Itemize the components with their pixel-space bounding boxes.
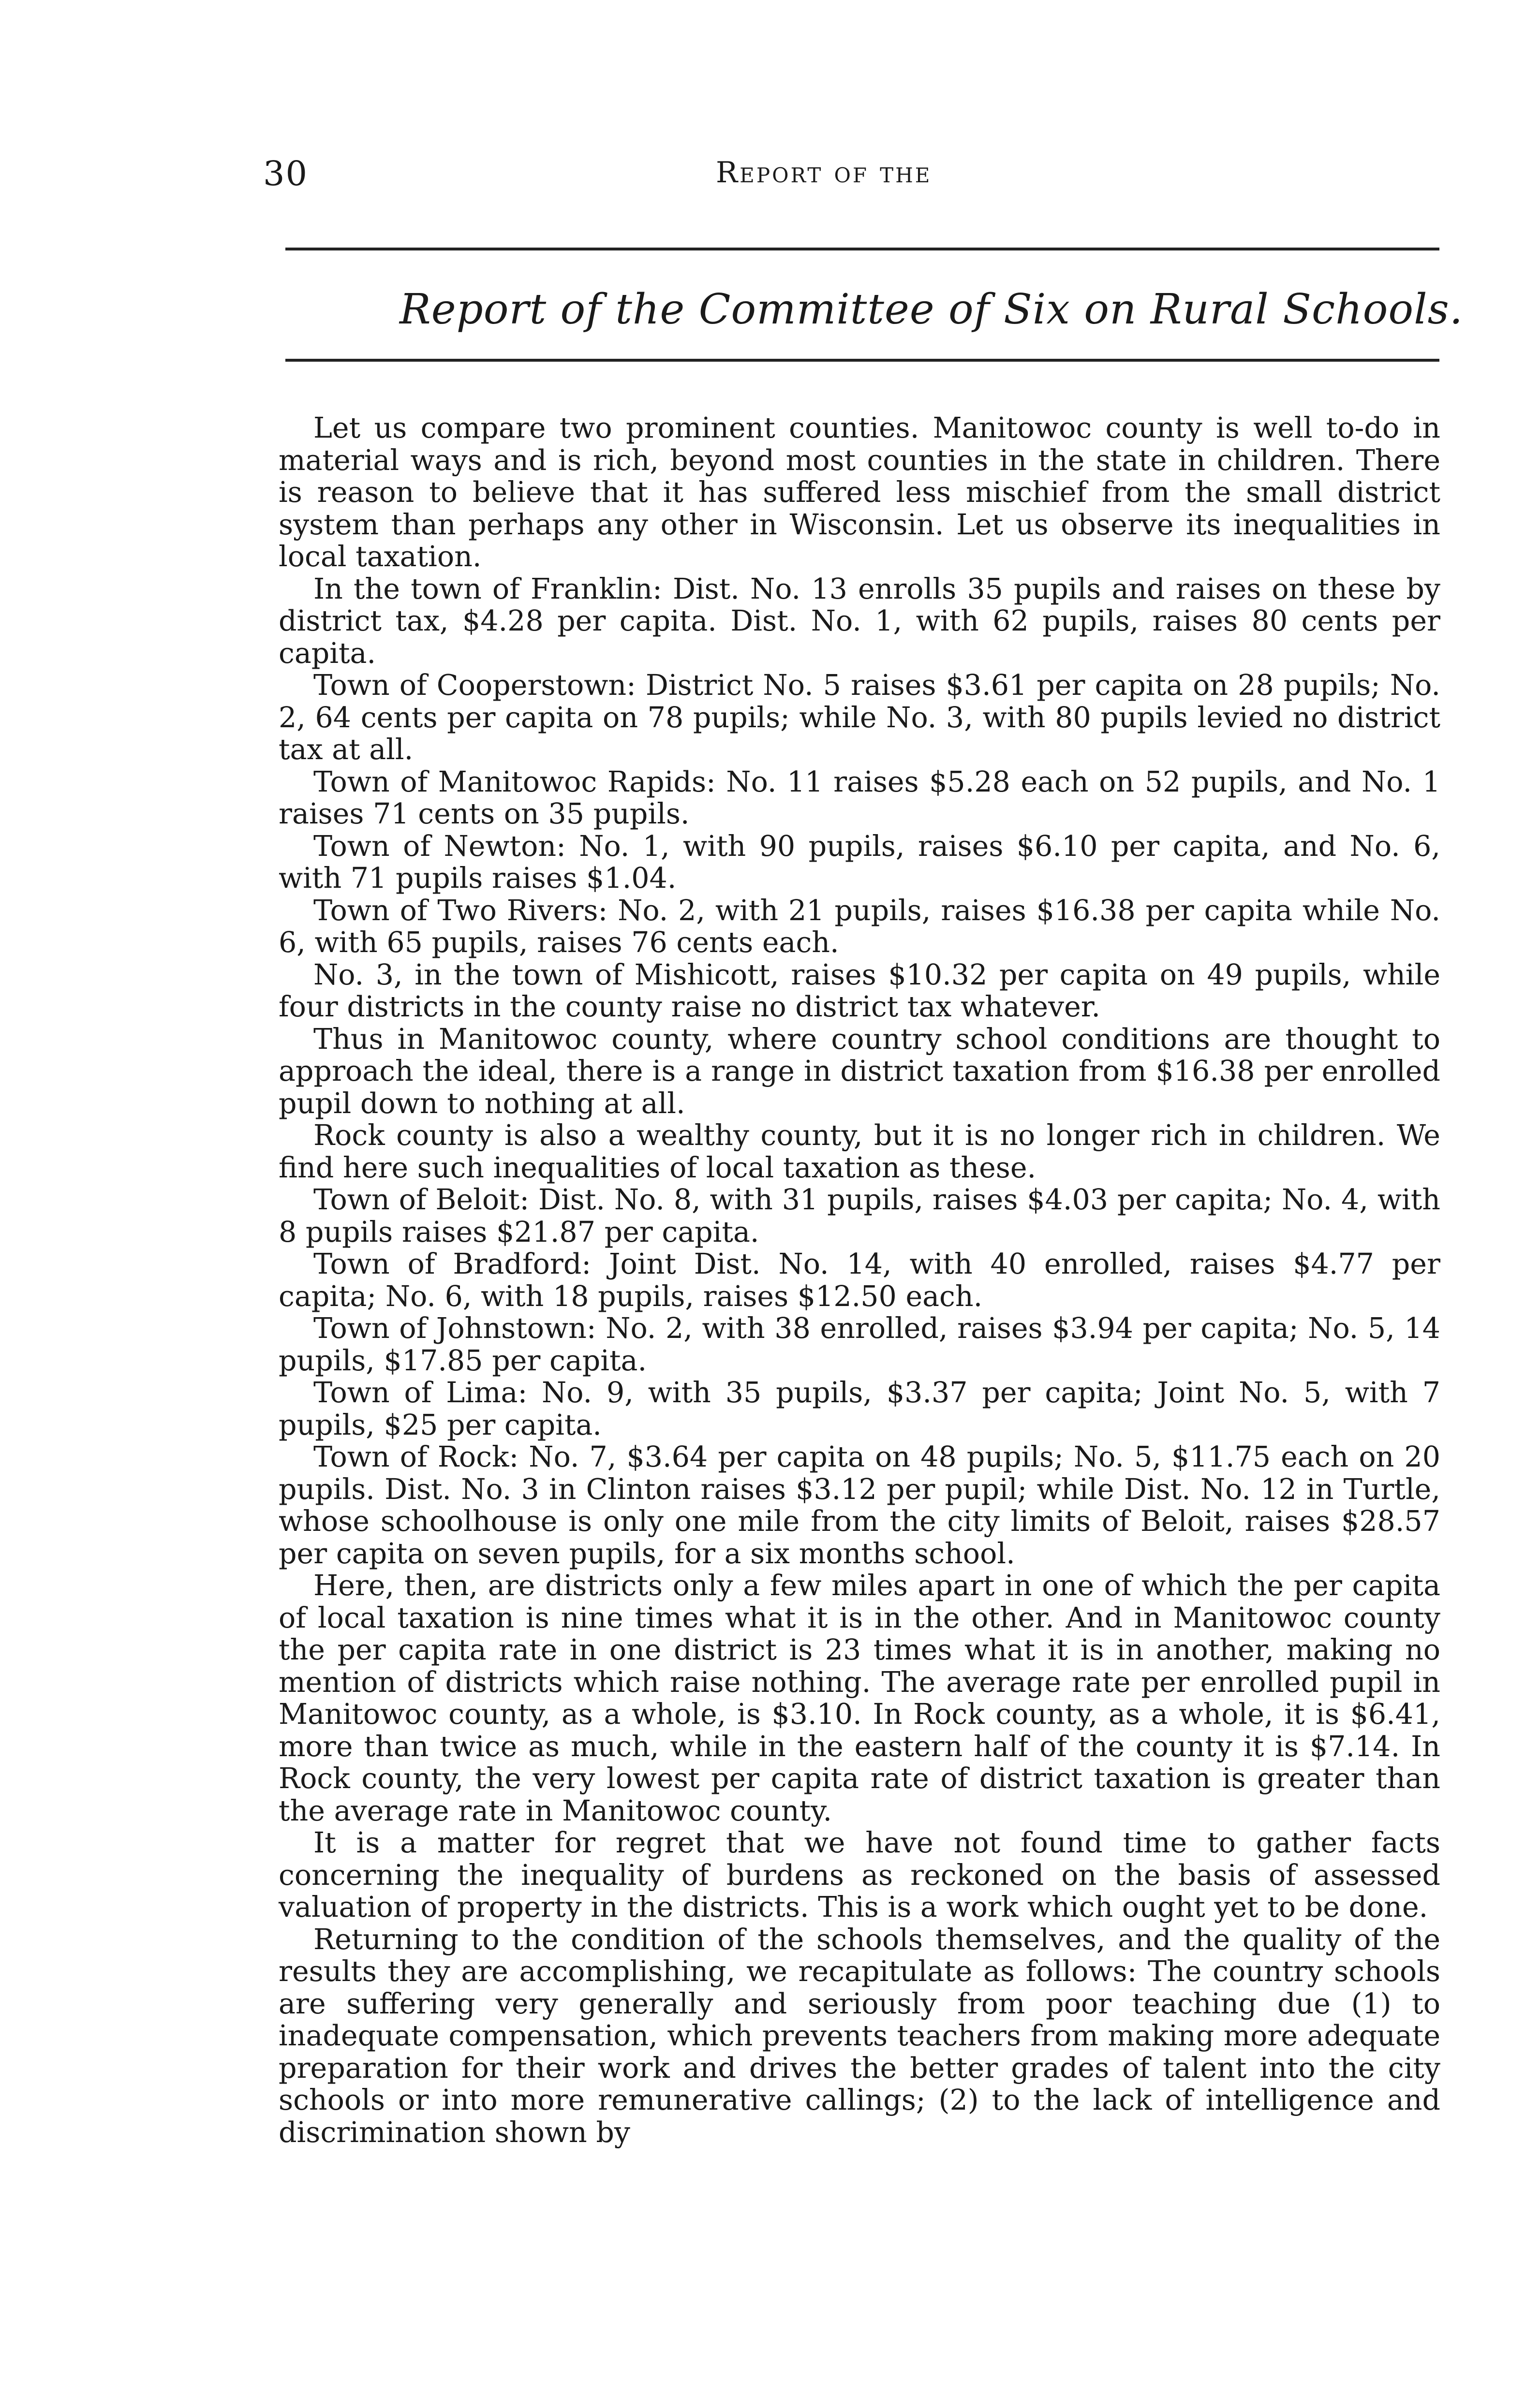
paragraph: Thus in Manitowoc county, where country school conditions are thought to approach the ideal, there is a range in district taxation from $16.38 per enrolled pupil down to nothing at all. <box>279 1022 1440 1120</box>
paragraph: Town of Two Rivers: No. 2, with 21 pupils, raises $16.38 per capita while No. 6, with 65 pupils, raises 76 cents each. <box>279 894 1440 959</box>
paragraph: Town of Manitowoc Rapids: No. 11 raises $5.28 each on 52 pupils, and No. 1 raises 71 cents on 35 pupils. <box>279 765 1440 830</box>
header-rule-bottom <box>285 359 1439 362</box>
paragraph: Town of Johnstown: No. 2, with 38 enrolled, raises $3.94 per capita; No. 5, 14 pupils, $17.85 per capita. <box>279 1312 1440 1377</box>
paragraph: Let us compare two prominent counties. Manitowoc county is well to-do in material ways and is rich, beyond most counties in the state in children. There is reason to believe that it has suffered less mischief from the small district system than perhaps any other in Wisconsin. Let us observe its inequalities in local taxation. <box>279 411 1440 573</box>
paragraph: Here, then, are districts only a few miles apart in one of which the per capita of local taxation is nine times what it is in the other. And in Manitowoc county the per capita rate in one district is 23 times what it is in another, making no mention of districts which raise nothing. The average rate per enrolled pupil in Manitowoc county, as a whole, is $3.10. In Rock county, as a whole, it is $6.41, more than twice as much, while in the eastern half of the county it is $7.14. In Rock county, the very lowest per capita rate of district taxation is greater than the average rate in Manitowoc county. <box>279 1569 1440 1827</box>
running-head: Report of the <box>716 156 932 190</box>
paragraph: Town of Cooperstown: District No. 5 raises $3.61 per capita on 28 pupils; No. 2, 64 cents per capita on 78 pupils; while No. 3, with 80 pupils levied no district tax at all. <box>279 669 1440 766</box>
body-text <box>279 412 1440 2148</box>
paragraph: Town of Beloit: Dist. No. 8, with 31 pupils, raises $4.03 per capita; No. 4, with 8 pupils raises $21.87 per capita. <box>279 1183 1440 1248</box>
header-rule-top <box>285 248 1439 250</box>
paragraph: Town of Rock: No. 7, $3.64 per capita on 48 pupils; No. 5, $11.75 each on 20 pupils. Dist. No. 3 in Clinton raises $3.12 per pupil; while Dist. No. 12 in Turtle, whose schoolhouse is only one mile from the city limits of Beloit, raises $28.57 per capita on seven pupils, for a six months school. <box>279 1440 1440 1570</box>
paragraph: No. 3, in the town of Mishicott, raises $10.32 per capita on 49 pupils, while four districts in the county raise no district tax whatever. <box>279 958 1440 1023</box>
paragraph: Returning to the condition of the schools themselves, and the quality of the results they are accomplishing, we recapitulate as follows: The country schools are suffering very generally and seriously from poor teaching due (1) to inadequate compensation, which prevents teachers from making more adequate preparation for their work and drives the better grades of talent into the city schools or into more remunerative callings; (2) to the lack of intelligence and discrimination shown by <box>279 1923 1440 2149</box>
paragraph: Town of Lima: No. 9, with 35 pupils, $3.37 per capita; Joint No. 5, with 7 pupils, $25 per capita. <box>279 1376 1440 1441</box>
section-title: Report of the Committee of Six on Rural Schools. <box>400 285 1464 334</box>
paragraph: Rock county is also a wealthy county, but it is no longer rich in children. We find here such inequalities of local taxation as these. <box>279 1119 1440 1184</box>
paragraph: In the town of Franklin: Dist. No. 13 enrolls 35 pupils and raises on these by district tax, $4.28 per capita. Dist. No. 1, with 62 pupils, raises 80 cents per capita. <box>279 572 1440 670</box>
paragraph: It is a matter for regret that we have not found time to gather facts concerning the inequality of burdens as reckoned on the basis of assessed valuation of property in the districts. This is a work which ought yet to be done. <box>279 1826 1440 1923</box>
paragraph: Town of Newton: No. 1, with 90 pupils, raises $6.10 per capita, and No. 6, with 71 pupils raises $1.04. <box>279 829 1440 895</box>
paragraph: Town of Bradford: Joint Dist. No. 14, with 40 enrolled, raises $4.77 per capita; No. 6, with 18 pupils, raises $12.50 each. <box>279 1248 1440 1313</box>
page-number: 30 <box>263 154 309 193</box>
